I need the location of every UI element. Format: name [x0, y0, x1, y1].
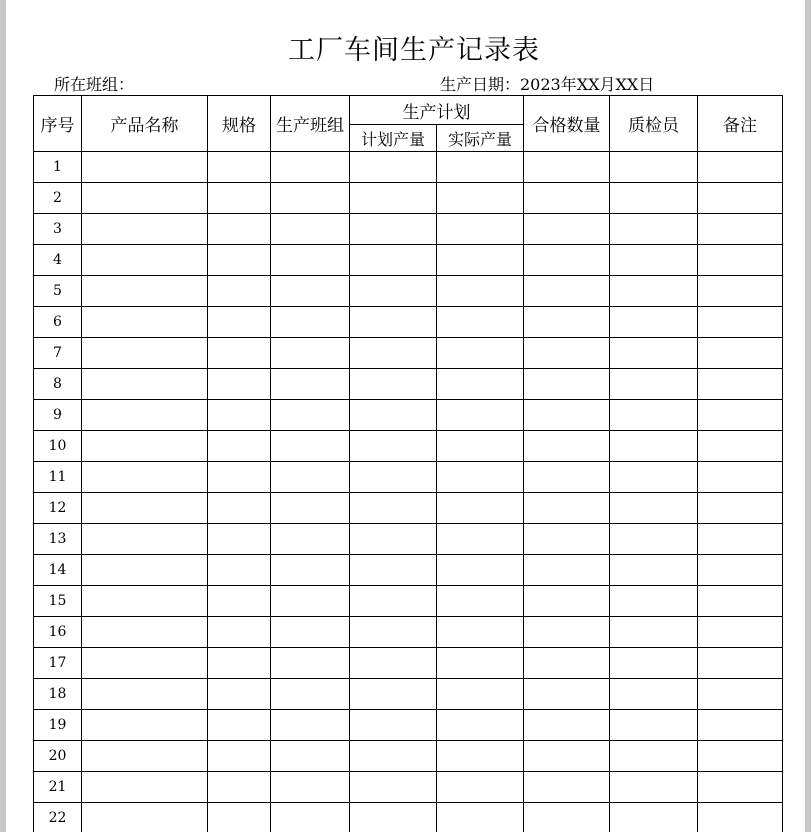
remarks-cell[interactable]: [698, 338, 783, 369]
team-cell[interactable]: [271, 524, 350, 555]
product-name-cell[interactable]: [82, 307, 208, 338]
qualified-qty-cell[interactable]: [524, 338, 610, 369]
table-row: [34, 524, 783, 555]
product-name-cell[interactable]: [82, 183, 208, 214]
header-actual-output: 实际产量: [437, 125, 524, 152]
remarks-cell[interactable]: [698, 524, 783, 555]
row-index: 9: [34, 400, 82, 431]
spec-cell[interactable]: [208, 493, 271, 524]
row-index: 13: [34, 524, 82, 555]
remarks-cell[interactable]: [698, 803, 783, 832]
table-row: [34, 617, 783, 648]
remarks-cell[interactable]: [698, 586, 783, 617]
qualified-qty-cell[interactable]: [524, 369, 610, 400]
table-row: [34, 307, 783, 338]
product-name-cell[interactable]: [82, 214, 208, 245]
inspector-cell[interactable]: [610, 276, 698, 307]
team-cell[interactable]: [271, 803, 350, 832]
header-inspector: 质检员: [610, 96, 698, 152]
row-index: 7: [34, 338, 82, 369]
row-index: 10: [34, 431, 82, 462]
actual-output-cell[interactable]: [437, 431, 524, 462]
team-cell[interactable]: [271, 152, 350, 183]
spec-cell[interactable]: [208, 648, 271, 679]
inspector-cell[interactable]: [610, 586, 698, 617]
qualified-qty-cell[interactable]: [524, 772, 610, 803]
team-cell[interactable]: [271, 462, 350, 493]
product-name-cell[interactable]: [82, 679, 208, 710]
actual-output-cell[interactable]: [437, 617, 524, 648]
planned-output-cell[interactable]: [350, 617, 437, 648]
inspector-cell[interactable]: [610, 152, 698, 183]
team-cell[interactable]: [271, 431, 350, 462]
table-row: [34, 679, 783, 710]
inspector-cell[interactable]: [610, 431, 698, 462]
spec-cell[interactable]: [208, 152, 271, 183]
table-row: [34, 400, 783, 431]
planned-output-cell[interactable]: [350, 710, 437, 741]
qualified-qty-cell[interactable]: [524, 555, 610, 586]
inspector-cell[interactable]: [610, 648, 698, 679]
header-index: 序号: [34, 96, 82, 152]
spec-cell[interactable]: [208, 679, 271, 710]
page-title: 工厂车间生产记录表: [288, 35, 540, 66]
product-name-cell[interactable]: [82, 152, 208, 183]
spec-cell[interactable]: [208, 400, 271, 431]
actual-output-cell[interactable]: [437, 524, 524, 555]
header-spec: 规格: [208, 96, 271, 152]
planned-output-cell[interactable]: [350, 245, 437, 276]
row-index: 21: [34, 772, 82, 803]
product-name-cell[interactable]: [82, 648, 208, 679]
qualified-qty-cell[interactable]: [524, 400, 610, 431]
product-name-cell[interactable]: [82, 493, 208, 524]
spec-cell[interactable]: [208, 214, 271, 245]
header-row: [34, 96, 783, 125]
inspector-cell[interactable]: [610, 214, 698, 245]
qualified-qty-cell[interactable]: [524, 648, 610, 679]
actual-output-cell[interactable]: [437, 679, 524, 710]
actual-output-cell[interactable]: [437, 462, 524, 493]
team-cell[interactable]: [271, 276, 350, 307]
table-row: [34, 648, 783, 679]
remarks-cell[interactable]: [698, 307, 783, 338]
table-row: [34, 462, 783, 493]
row-index: 5: [34, 276, 82, 307]
inspector-cell[interactable]: [610, 400, 698, 431]
remarks-cell[interactable]: [698, 710, 783, 741]
planned-output-cell[interactable]: [350, 369, 437, 400]
row-index: 22: [34, 803, 82, 832]
product-name-cell[interactable]: [82, 803, 208, 832]
row-index: 15: [34, 586, 82, 617]
spec-cell[interactable]: [208, 803, 271, 832]
table-row: [34, 586, 783, 617]
inspector-cell[interactable]: [610, 369, 698, 400]
row-index: 17: [34, 648, 82, 679]
remarks-cell[interactable]: [698, 462, 783, 493]
qualified-qty-cell[interactable]: [524, 276, 610, 307]
table-row: [34, 710, 783, 741]
qualified-qty-cell[interactable]: [524, 803, 610, 832]
table-row: [34, 214, 783, 245]
team-cell[interactable]: [271, 307, 350, 338]
remarks-cell[interactable]: [698, 431, 783, 462]
product-name-cell[interactable]: [82, 741, 208, 772]
team-cell[interactable]: [271, 772, 350, 803]
spec-cell[interactable]: [208, 245, 271, 276]
product-name-cell[interactable]: [82, 431, 208, 462]
table-row: [34, 183, 783, 214]
inspector-cell[interactable]: [610, 245, 698, 276]
spec-cell[interactable]: [208, 617, 271, 648]
inspector-cell[interactable]: [610, 307, 698, 338]
spec-cell[interactable]: [208, 586, 271, 617]
planned-output-cell[interactable]: [350, 338, 437, 369]
actual-output-cell[interactable]: [437, 555, 524, 586]
qualified-qty-cell[interactable]: [524, 710, 610, 741]
remarks-cell[interactable]: [698, 679, 783, 710]
spec-cell[interactable]: [208, 741, 271, 772]
team-cell[interactable]: [271, 679, 350, 710]
team-cell[interactable]: [271, 338, 350, 369]
product-name-cell[interactable]: [82, 369, 208, 400]
team-cell[interactable]: [271, 400, 350, 431]
document-page: [6, 0, 805, 832]
qualified-qty-cell[interactable]: [524, 586, 610, 617]
table-row: [34, 803, 783, 832]
qualified-qty-cell[interactable]: [524, 462, 610, 493]
row-index: 16: [34, 617, 82, 648]
product-name-cell[interactable]: [82, 772, 208, 803]
actual-output-cell[interactable]: [437, 710, 524, 741]
spec-cell[interactable]: [208, 307, 271, 338]
remarks-cell[interactable]: [698, 400, 783, 431]
inspector-cell[interactable]: [610, 555, 698, 586]
team-cell[interactable]: [271, 648, 350, 679]
team-cell[interactable]: [271, 617, 350, 648]
team-cell[interactable]: [271, 741, 350, 772]
row-index: 14: [34, 555, 82, 586]
qualified-qty-cell[interactable]: [524, 741, 610, 772]
row-index: 6: [34, 307, 82, 338]
table-row: [34, 245, 783, 276]
actual-output-cell[interactable]: [437, 493, 524, 524]
planned-output-cell[interactable]: [350, 586, 437, 617]
table-row: [34, 276, 783, 307]
spec-cell[interactable]: [208, 772, 271, 803]
actual-output-cell[interactable]: [437, 245, 524, 276]
team-cell[interactable]: [271, 245, 350, 276]
table-row: [34, 555, 783, 586]
qualified-qty-cell[interactable]: [524, 493, 610, 524]
header-remarks: 备注: [698, 96, 783, 152]
spec-cell[interactable]: [208, 555, 271, 586]
inspector-cell[interactable]: [610, 679, 698, 710]
actual-output-cell[interactable]: [437, 214, 524, 245]
inspector-cell[interactable]: [610, 741, 698, 772]
remarks-cell[interactable]: [698, 183, 783, 214]
product-name-cell[interactable]: [82, 245, 208, 276]
qualified-qty-cell[interactable]: [524, 152, 610, 183]
table-row: [34, 369, 783, 400]
planned-output-cell[interactable]: [350, 307, 437, 338]
spec-cell[interactable]: [208, 338, 271, 369]
row-index: 12: [34, 493, 82, 524]
product-name-cell[interactable]: [82, 586, 208, 617]
planned-output-cell[interactable]: [350, 741, 437, 772]
planned-output-cell[interactable]: [350, 772, 437, 803]
planned-output-cell[interactable]: [350, 276, 437, 307]
remarks-cell[interactable]: [698, 617, 783, 648]
actual-output-cell[interactable]: [437, 338, 524, 369]
product-name-cell[interactable]: [82, 524, 208, 555]
row-index: 11: [34, 462, 82, 493]
planned-output-cell[interactable]: [350, 183, 437, 214]
spec-cell[interactable]: [208, 276, 271, 307]
actual-output-cell[interactable]: [437, 648, 524, 679]
table-row: [34, 431, 783, 462]
remarks-cell[interactable]: [698, 369, 783, 400]
inspector-cell[interactable]: [610, 617, 698, 648]
planned-output-cell[interactable]: [350, 648, 437, 679]
inspector-cell[interactable]: [610, 338, 698, 369]
row-index: 19: [34, 710, 82, 741]
planned-output-cell[interactable]: [350, 555, 437, 586]
product-name-cell[interactable]: [82, 617, 208, 648]
team-cell[interactable]: [271, 586, 350, 617]
planned-output-cell[interactable]: [350, 152, 437, 183]
product-name-cell[interactable]: [82, 462, 208, 493]
qualified-qty-cell[interactable]: [524, 431, 610, 462]
table-body: [34, 152, 783, 832]
spec-cell[interactable]: [208, 524, 271, 555]
team-cell[interactable]: [271, 183, 350, 214]
remarks-cell[interactable]: [698, 741, 783, 772]
inspector-cell[interactable]: [610, 772, 698, 803]
qualified-qty-cell[interactable]: [524, 679, 610, 710]
team-cell[interactable]: [271, 555, 350, 586]
qualified-qty-cell[interactable]: [524, 307, 610, 338]
planned-output-cell[interactable]: [350, 679, 437, 710]
product-name-cell[interactable]: [82, 338, 208, 369]
actual-output-cell[interactable]: [437, 803, 524, 832]
product-name-cell[interactable]: [82, 710, 208, 741]
table-row: [34, 152, 783, 183]
product-name-cell[interactable]: [82, 400, 208, 431]
planned-output-cell[interactable]: [350, 803, 437, 832]
actual-output-cell[interactable]: [437, 276, 524, 307]
row-index: 4: [34, 245, 82, 276]
spec-cell[interactable]: [208, 369, 271, 400]
header-qualified-qty: 合格数量: [524, 96, 610, 152]
row-index: 20: [34, 741, 82, 772]
spec-cell[interactable]: [208, 462, 271, 493]
remarks-cell[interactable]: [698, 493, 783, 524]
table-row: [34, 338, 783, 369]
actual-output-cell[interactable]: [437, 152, 524, 183]
remarks-cell[interactable]: [698, 214, 783, 245]
planned-output-cell[interactable]: [350, 214, 437, 245]
actual-output-cell[interactable]: [437, 307, 524, 338]
inspector-cell[interactable]: [610, 493, 698, 524]
product-name-cell[interactable]: [82, 276, 208, 307]
qualified-qty-cell[interactable]: [524, 617, 610, 648]
inspector-cell[interactable]: [610, 524, 698, 555]
planned-output-cell[interactable]: [350, 431, 437, 462]
product-name-cell[interactable]: [82, 555, 208, 586]
remarks-cell[interactable]: [698, 276, 783, 307]
spec-cell[interactable]: [208, 431, 271, 462]
remarks-cell[interactable]: [698, 245, 783, 276]
row-index: 1: [34, 152, 82, 183]
table-row: [34, 741, 783, 772]
row-index: 8: [34, 369, 82, 400]
inspector-cell[interactable]: [610, 462, 698, 493]
table-row: [34, 772, 783, 803]
spec-cell[interactable]: [208, 183, 271, 214]
planned-output-cell[interactable]: [350, 462, 437, 493]
team-cell[interactable]: [271, 369, 350, 400]
actual-output-cell[interactable]: [437, 400, 524, 431]
team-cell[interactable]: [271, 493, 350, 524]
planned-output-cell[interactable]: [350, 524, 437, 555]
production-record-table: [33, 95, 783, 832]
team-cell[interactable]: [271, 214, 350, 245]
spec-cell[interactable]: [208, 710, 271, 741]
actual-output-cell[interactable]: [437, 586, 524, 617]
team-label: 所在班组：: [54, 75, 135, 94]
inspector-cell[interactable]: [610, 710, 698, 741]
qualified-qty-cell[interactable]: [524, 524, 610, 555]
remarks-cell[interactable]: [698, 152, 783, 183]
actual-output-cell[interactable]: [437, 369, 524, 400]
actual-output-cell[interactable]: [437, 741, 524, 772]
remarks-cell[interactable]: [698, 772, 783, 803]
inspector-cell[interactable]: [610, 803, 698, 832]
header-team: 生产班组: [271, 96, 350, 152]
qualified-qty-cell[interactable]: [524, 245, 610, 276]
row-index: 2: [34, 183, 82, 214]
planned-output-cell[interactable]: [350, 493, 437, 524]
team-cell[interactable]: [271, 710, 350, 741]
planned-output-cell[interactable]: [350, 400, 437, 431]
header-planned-output: 计划产量: [350, 125, 437, 152]
inspector-cell[interactable]: [610, 183, 698, 214]
remarks-cell[interactable]: [698, 555, 783, 586]
row-index: 3: [34, 214, 82, 245]
header-plan-group: 生产计划: [350, 96, 524, 125]
qualified-qty-cell[interactable]: [524, 214, 610, 245]
production-date-label: 生产日期：2023年XX月XX日: [440, 75, 655, 94]
qualified-qty-cell[interactable]: [524, 183, 610, 214]
row-index: 18: [34, 679, 82, 710]
actual-output-cell[interactable]: [437, 183, 524, 214]
remarks-cell[interactable]: [698, 648, 783, 679]
table-row: [34, 493, 783, 524]
actual-output-cell[interactable]: [437, 772, 524, 803]
header-product-name: 产品名称: [82, 96, 208, 152]
